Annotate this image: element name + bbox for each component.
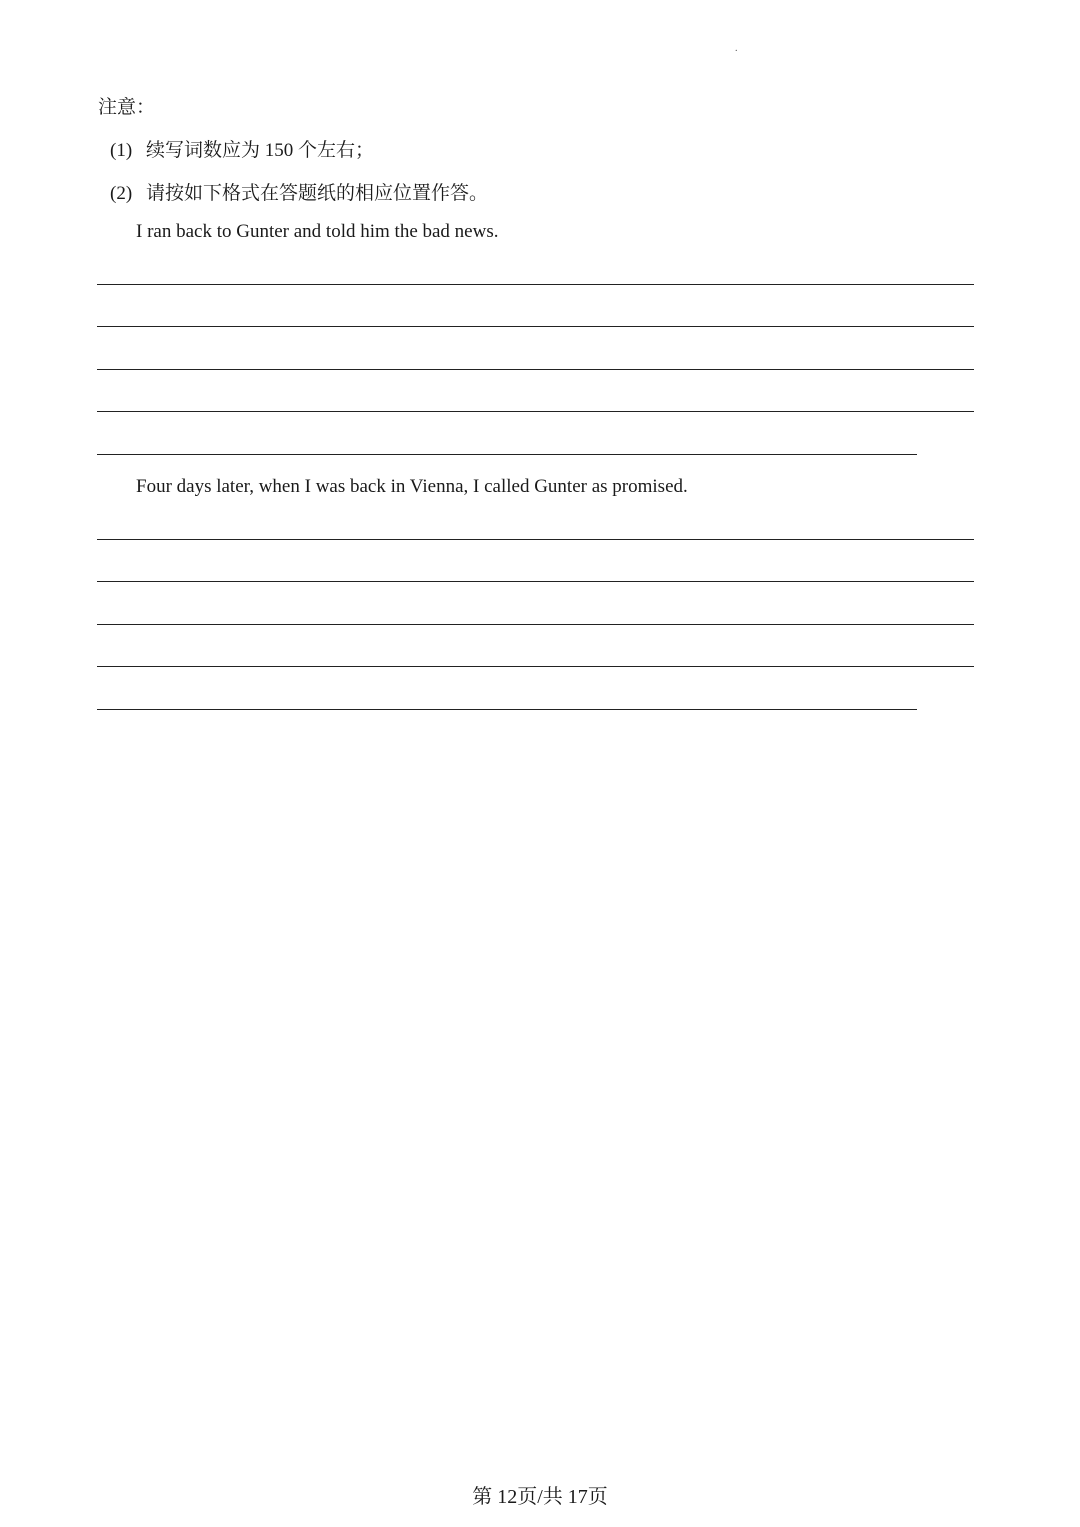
paragraph-1-opening: I ran back to Gunter and told him the bad news.: [136, 221, 499, 242]
answer-line: [97, 326, 974, 327]
note-item-number: (2): [110, 183, 133, 204]
answer-line: [97, 369, 974, 370]
answer-line: [97, 624, 974, 625]
paragraph-2-opening: Four days later, when I was back in Vienna, I called Gunter as promised.: [136, 476, 688, 497]
answer-line: [97, 581, 974, 582]
answer-line: [97, 539, 974, 540]
answer-line: [97, 454, 917, 455]
page-footer: 第 12页/共 17页: [472, 1486, 608, 1508]
note-item-text: 请按如下格式在答题纸的相应位置作答。: [146, 183, 489, 204]
answer-line: [97, 666, 974, 667]
answer-line: [97, 284, 974, 285]
answer-line: [97, 411, 974, 412]
notes-title: 注意：: [98, 97, 156, 118]
header-mark: .: [735, 43, 738, 54]
note-item-2: [110, 178, 488, 205]
answer-line: [97, 709, 917, 710]
note-item-1: [110, 135, 374, 162]
note-item-number: (1): [110, 140, 133, 161]
note-item-text: 续写词数应为 150 个左右；: [146, 140, 375, 161]
